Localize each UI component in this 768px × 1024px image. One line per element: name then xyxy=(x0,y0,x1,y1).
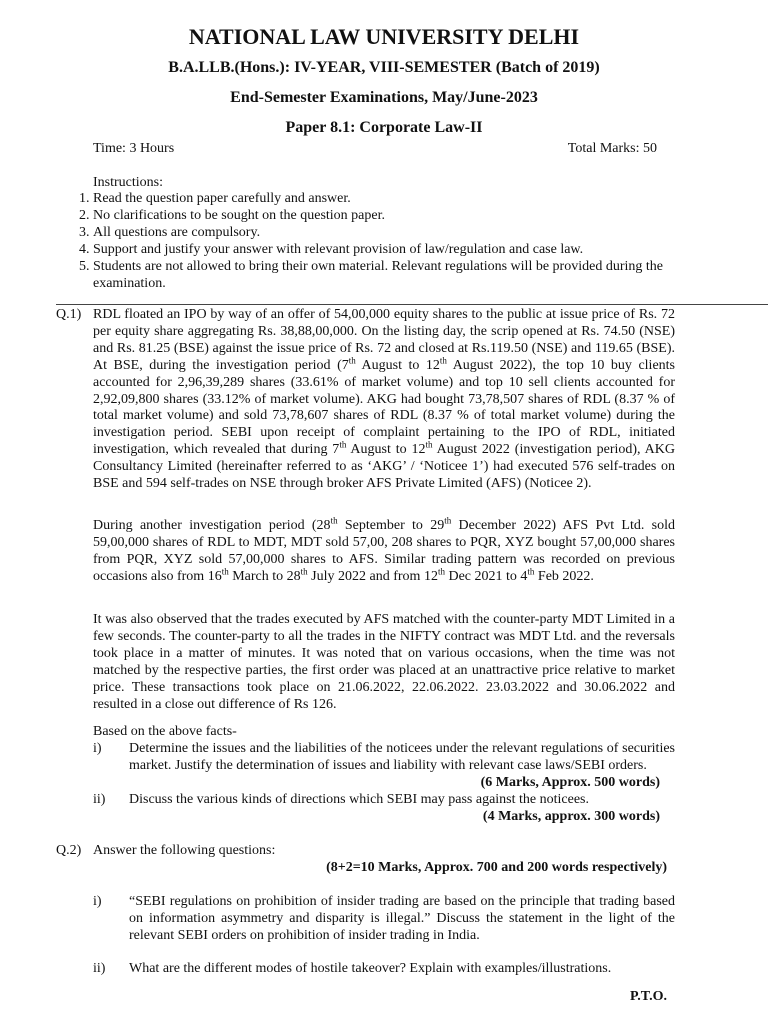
q2-intro: Answer the following questions: xyxy=(93,843,276,858)
instruction-item: 1. Read the question paper carefully and answer. xyxy=(93,190,703,207)
q2-marks: (8+2=10 Marks, Approx. 700 and 200 words respectively) xyxy=(326,860,667,875)
q2-sub-i-label: i) xyxy=(93,894,102,909)
time-allowed: Time: 3 Hours xyxy=(93,141,175,156)
paper-title: Paper 8.1: Corporate Law-II xyxy=(285,119,483,136)
divider xyxy=(56,304,768,305)
q2-label: Q.2) xyxy=(56,843,82,858)
pto-label: P.T.O. xyxy=(630,989,667,1004)
university-title: NATIONAL LAW UNIVERSITY DELHI xyxy=(188,24,580,49)
q1-sub-ii-text: Discuss the various kinds of directions which SEBI may pass against the noticees. xyxy=(129,792,589,807)
q1-sub-i-text: Determine the issues and the liabilities of the noticees under the relevant regulations of securities market. Justify the determination of issues and liability with relevant case laws/SEBI orders. xyxy=(129,741,675,773)
q1-paragraph-1: RDL floated an IPO by way of an offer of 54,00,000 equity shares to the public at issue price of Rs. 72 per equity share aggregating Rs. 38,88,00,000. On the listing day, the scrip opened at Rs. 74.50 (NSE) and Rs. 81.25 (BSE) against the issue price of Rs. 72 and closed at Rs.119.50 (NSE) and 119.65 (BSE). At BSE, during the investigation period (7th August to 12th August 2022), the top 10 buy clients accounted for 2,96,39,289 shares (33.61% of market volume) and top 10 sell clients accounted for 2,92,09,800 shares (33.12% of market volume). AKG had bought 73,78,507 shares of RDL (8.37 % of total market volume) and sold 73,78,607 shares of RDL (8.37 % of total market volume) during the investigation period. SEBI upon receipt of complaint pertaining to the IPO of RDL, initiated investigation, which revealed that during 7th August to 12th August 2022 (investigation period), AKG Consultancy Limited (hereinafter referred to as ‘AKG’ / ‘Noticee 1’) had executed 576 self-trades on BSE and 594 self-trades on NSE through broker AFS Private Limited (AFS) (Noticee 2). xyxy=(93,307,675,492)
q1-paragraph-2: During another investigation period (28th September to 29th December 2022) AFS Pvt Ltd. sold 59,00,000 shares of RDL to MDT, MDT sold 57,00, 208 shares to PQR, XYZ bought 57,00,000 shares from PQR, XYZ sold 57,00,000 shares to AFS. Similar trading pattern was recorded on previous occasions also from 16th March to 28th July 2022 and from 12th Dec 2021 to 4th Feb 2022. xyxy=(93,515,675,584)
q1-sub-i-label: i) xyxy=(93,741,102,756)
q1-label: Q.1) xyxy=(56,307,82,322)
q1-based-on: Based on the above facts- xyxy=(93,724,237,739)
q1-sub-i-marks: (6 Marks, Approx. 500 words) xyxy=(480,775,660,790)
program-title: B.A.LLB.(Hons.): IV-YEAR, VIII-SEMESTER (Batch of 2019) xyxy=(168,59,600,76)
q1-paragraph-3: It was also observed that the trades executed by AFS matched with the counter-party MDT Limited in a few seconds. The counter-party to all the trades in the NIFTY contract was MDT Ltd. and the reversals took place in a matter of minutes. It was noted that on various occasions, when the time was not matched by the respective parties, the first order was placed at an unattractive price relative to market price. These transactions took place on 21.06.2022, 22.06.2022. 23.03.2022 and 30.06.2022 and resulted in a close out difference of Rs 126. xyxy=(93,612,675,712)
total-marks: Total Marks: 50 xyxy=(567,141,657,156)
q2-sub-ii-text: What are the different modes of hostile takeover? Explain with examples/illustrations. xyxy=(129,961,612,976)
instructions-list xyxy=(58,190,703,292)
instructions-heading: Instructions: xyxy=(93,175,163,190)
exam-title: End-Semester Examinations, May/June-2023 xyxy=(230,89,538,106)
instruction-item: 4. Support and justify your answer with relevant provision of law/regulation and case law. xyxy=(93,241,703,258)
q1-sub-ii-label: ii) xyxy=(93,792,106,807)
instruction-item: 3. All questions are compulsory. xyxy=(93,224,703,241)
q2-sub-i-text: “SEBI regulations on prohibition of insider trading are based on the principle that trading based on information asymmetry and disparity is illegal.” Discuss the statement in the light of the relevant SEBI orders on prohibition of insider trading in India. xyxy=(129,894,675,943)
instruction-item: 5. Students are not allowed to bring their own material. Relevant regulations will be provided during the examination. xyxy=(93,258,703,292)
instruction-item: 2. No clarifications to be sought on the question paper. xyxy=(93,207,703,224)
q1-sub-ii-marks: (4 Marks, approx. 300 words) xyxy=(482,809,660,824)
q2-sub-ii-label: ii) xyxy=(93,961,106,976)
